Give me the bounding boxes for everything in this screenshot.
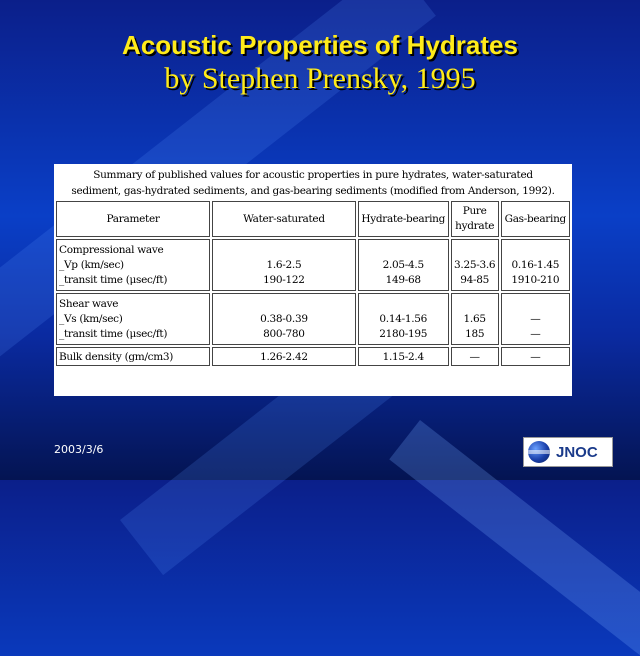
row-label-line: _Vs (km/sec) [59, 312, 123, 325]
cell-value: — [530, 327, 541, 340]
cell-hydrate-bearing [358, 293, 449, 345]
row-label-line: Compressional wave [59, 243, 164, 256]
caption-line: Summary of published values for acoustic properties in pure hydrates, water-saturated [93, 169, 533, 181]
cell-gas-bearing [501, 239, 570, 291]
table-row [56, 347, 570, 366]
row-label-line: _transit time (μsec/ft) [59, 327, 168, 340]
logo-text: JNOC [556, 443, 598, 461]
cell-value: 0.16-1.45 [511, 258, 560, 271]
row-label-line: _transit time (μsec/ft) [59, 273, 168, 286]
cell-value: 0.38-0.39 [260, 312, 308, 325]
header-parameter: Parameter [56, 201, 210, 237]
cell-value: 800-780 [263, 327, 305, 340]
cell-value: 190-122 [263, 273, 305, 286]
cell-value: 94-85 [460, 273, 490, 286]
header-pure-line: Pure [462, 205, 487, 217]
cell-value: 1910-210 [511, 273, 560, 286]
cell-gas-bearing [501, 293, 570, 345]
cell-pure-hydrate [451, 239, 499, 291]
slide-subtitle: by Stephen Prensky, 1995 [164, 62, 476, 95]
table-row [56, 239, 570, 291]
cell-value: 2180-195 [379, 327, 428, 340]
cell-value: 0.14-1.56 [379, 312, 428, 325]
cell-value: 1.6-2.5 [266, 258, 302, 271]
cell-gas-bearing: — [501, 347, 570, 366]
jnoc-logo [523, 437, 613, 467]
cell-water-saturated [212, 239, 356, 291]
row-label-shear [56, 293, 210, 345]
globe-icon [528, 441, 550, 463]
cell-water-saturated: 1.26-2.42 [212, 347, 356, 366]
slide-title: Acoustic Properties of Hydrates [122, 30, 518, 60]
row-label-line: _Vp (km/sec) [59, 258, 124, 271]
header-gas-bearing: Gas-bearing [501, 201, 570, 237]
acoustic-properties-table [54, 199, 572, 368]
cell-value: 3.25-3.6 [454, 258, 496, 271]
cell-water-saturated [212, 293, 356, 345]
row-label-compressional [56, 239, 210, 291]
header-pure-hydrate [451, 201, 499, 237]
header-pure-line: hydrate [455, 220, 495, 232]
row-label-bulk-density: Bulk density (gm/cm3) [56, 347, 210, 366]
table-row [56, 293, 570, 345]
header-hydrate-bearing: Hydrate-bearing [358, 201, 449, 237]
table-panel [54, 164, 572, 396]
cell-pure-hydrate: — [451, 347, 499, 366]
cell-value: — [530, 312, 541, 325]
cell-value: 2.05-4.5 [382, 258, 424, 271]
table-header-row [56, 201, 570, 237]
caption-line: sediment, gas-hydrated sediments, and gas-bearing sediments (modified from Anderson, 1992). [71, 185, 555, 197]
cell-value: 1.65 [463, 312, 486, 325]
cell-pure-hydrate [451, 293, 499, 345]
slide-date: 2003/3/6 [54, 443, 104, 456]
cell-value: 149-68 [385, 273, 421, 286]
row-label-line: Shear wave [59, 297, 119, 310]
cell-hydrate-bearing [358, 239, 449, 291]
table-caption [54, 164, 572, 199]
header-water-saturated: Water-saturated [212, 201, 356, 237]
cell-hydrate-bearing: 1.15-2.4 [358, 347, 449, 366]
cell-value: 185 [465, 327, 485, 340]
